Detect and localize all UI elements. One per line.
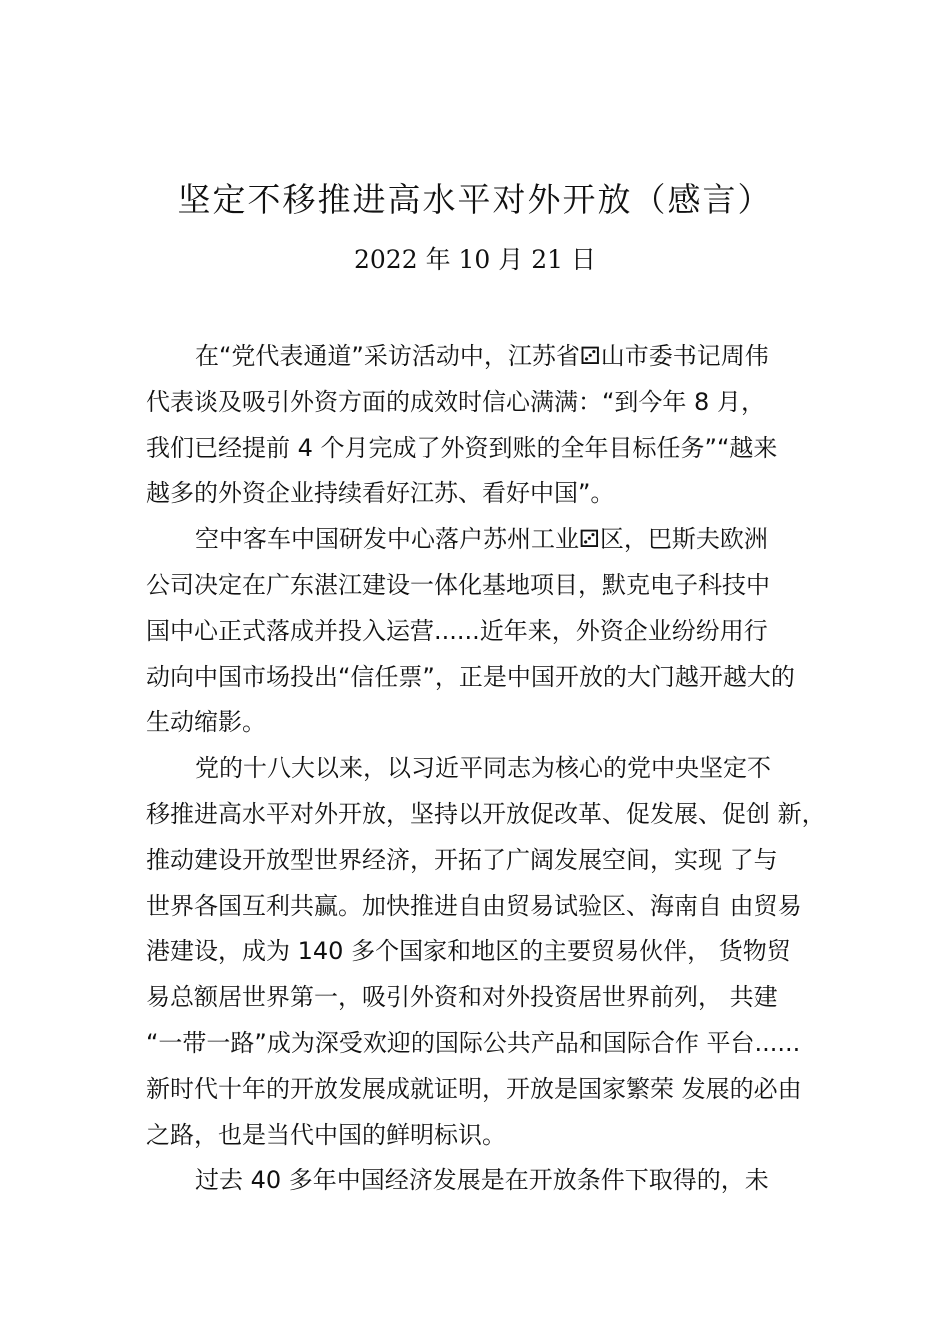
document-body bbox=[146, 334, 846, 1204]
paragraph-line: 过去 40 多年中国经济发展是在开放条件下取得的，未 bbox=[195, 1166, 769, 1195]
paragraph-line: 党的十八大以来，以习近平同志为核心的党中央坚定不 bbox=[195, 754, 771, 783]
paragraph-line: 生动缩影。 bbox=[146, 708, 266, 737]
paragraph-line: 在“党代表通道”采访活动中，江苏省⚂山市委书记周伟 bbox=[195, 342, 769, 370]
paragraph-line: 新时代十年的开放发展成就证明，开放是国家繁荣 发展的必由 bbox=[146, 1074, 802, 1103]
paragraph bbox=[146, 334, 846, 517]
document-date: 2022 年 10 月 21 日 bbox=[354, 245, 596, 274]
paragraph-line: 我们已经提前 4 个月完成了外资到账的全年目标任务”“越来 bbox=[146, 433, 778, 462]
paragraph-line: 越多的外资企业持续看好江苏、看好中国”。 bbox=[146, 479, 615, 508]
paragraph-line: “一带一路”成为深受欢迎的国际公共产品和国际合作 平台...... bbox=[146, 1028, 801, 1057]
paragraph-line: 之路，也是当代中国的鲜明标识。 bbox=[146, 1120, 506, 1149]
paragraph-line: 推动建设开放型世界经济，开拓了广阔发展空间，实现 了与 bbox=[146, 845, 778, 874]
paragraph-line: 易总额居世界第一，吸引外资和对外投资居世界前列， 共建 bbox=[146, 983, 778, 1012]
paragraph bbox=[146, 1158, 846, 1204]
paragraph-line: 公司决定在广东湛江建设一体化基地项目，默克电子科技中 bbox=[146, 570, 770, 599]
paragraph bbox=[146, 746, 846, 1158]
paragraph-line: 世界各国互利共赢。加快推进自由贸易试验区、海南自 由贸易 bbox=[146, 891, 802, 920]
paragraph-line: 国中心正式落成并投入运营......近年来，外资企业纷纷用行 bbox=[146, 616, 768, 645]
paragraph-line: 动向中国市场投出“信任票”，正是中国开放的大门越开越大的 bbox=[146, 662, 795, 691]
paragraph-line: 空中客车中国研发中心落户苏州工业⚂区，巴斯夫欧洲 bbox=[195, 525, 768, 554]
paragraph-line: 港建设，成为 140 多个国家和地区的主要贸易伙伴， 货物贸 bbox=[146, 937, 791, 966]
paragraph bbox=[146, 517, 846, 746]
paragraph-line: 移推进高水平对外开放，坚持以开放促改革、促发展、促创 新， bbox=[146, 799, 826, 828]
paragraph-line: 代表谈及吸引外资方面的成效时信心满满：“到今年 8 月， bbox=[146, 387, 765, 416]
document-title: 坚定不移推进高水平对外开放（感言） bbox=[177, 180, 773, 219]
